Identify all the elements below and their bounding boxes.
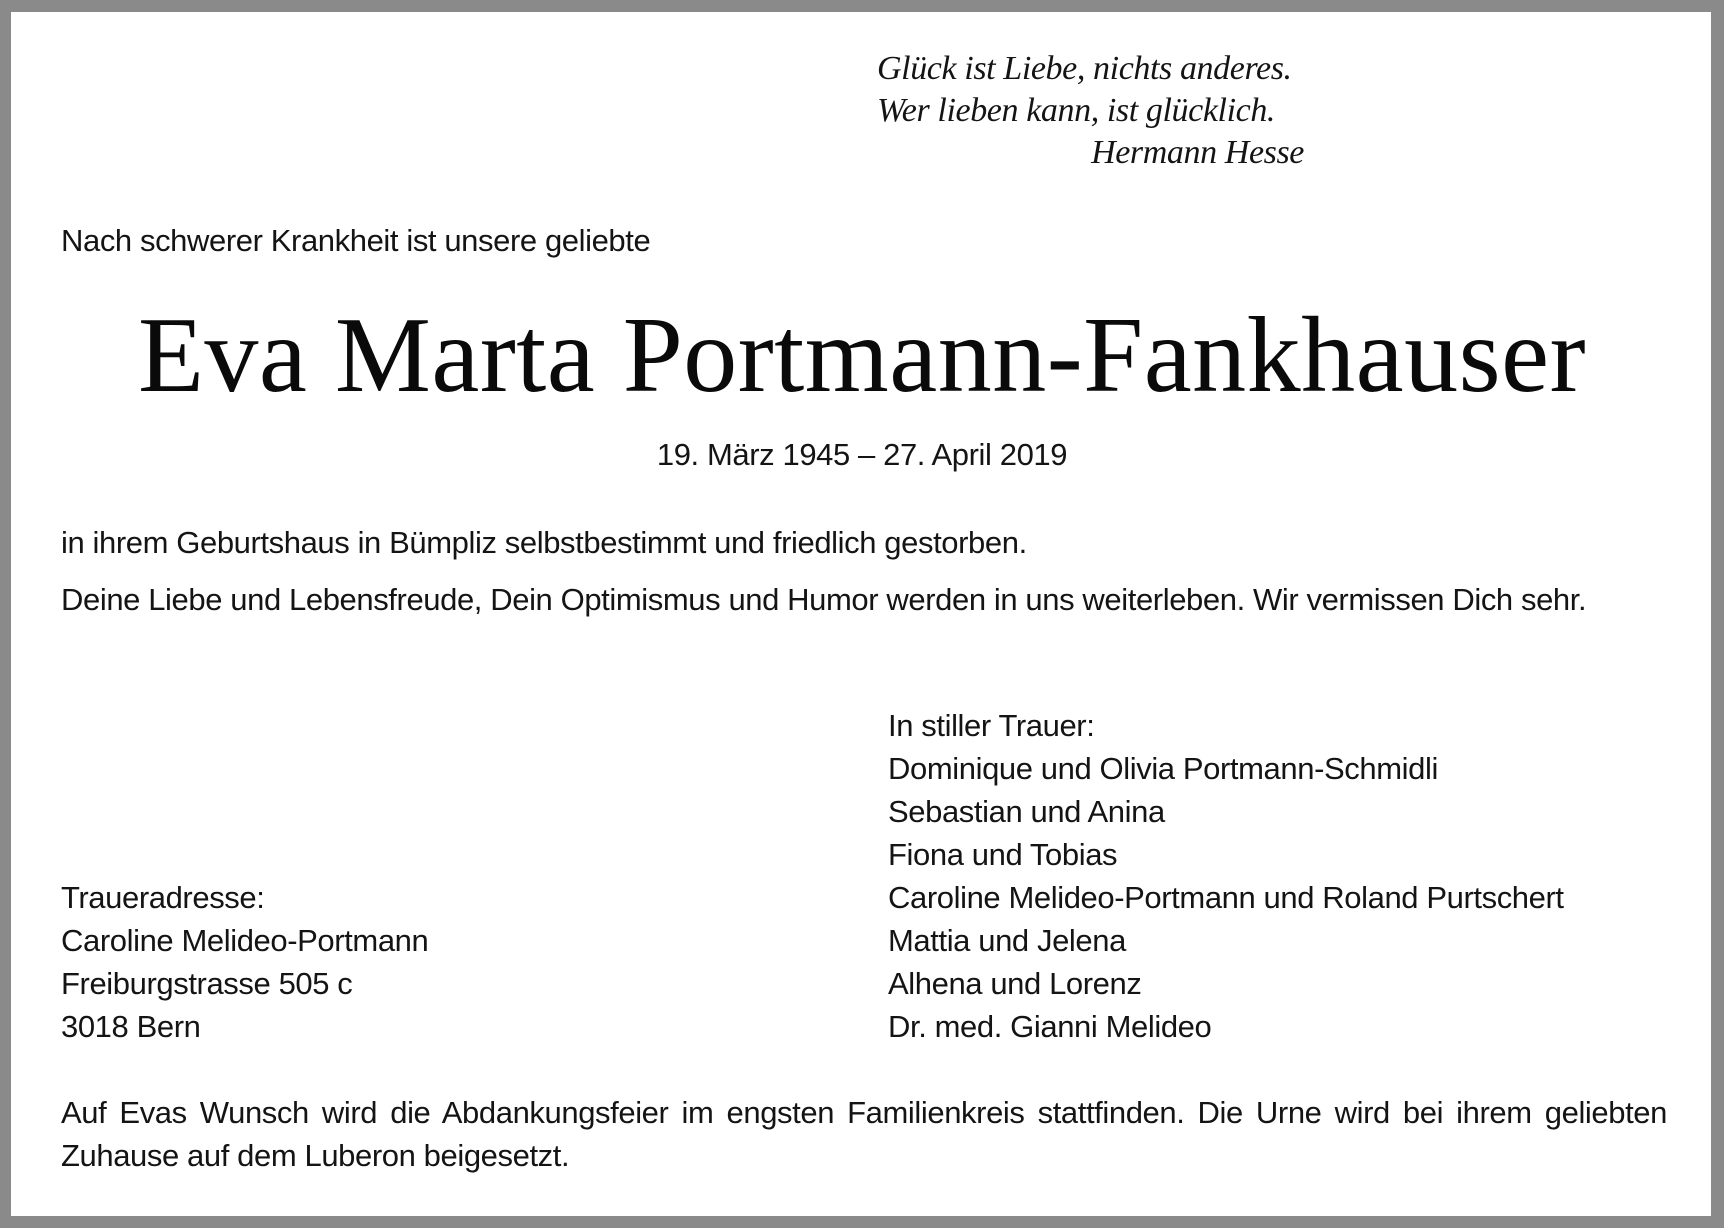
address-line: Freiburgstrasse 505 c [61, 966, 353, 1001]
mourner-name: Mattia und Jelena [888, 923, 1126, 958]
intro-text: Nach schwerer Krankheit ist unsere geliebte [61, 223, 651, 258]
mourners-list [888, 704, 1564, 1048]
mourner-name: Caroline Melideo-Portmann und Roland Purtschert [888, 880, 1564, 915]
mourner-name: Alhena und Lorenz [888, 966, 1142, 1001]
mourning-address [61, 876, 428, 1048]
mourner-name: Dr. med. Gianni Melideo [888, 1009, 1212, 1044]
quote-author: Hermann Hesse [1091, 134, 1304, 171]
body-line-1: in ihrem Geburtshaus in Bümpliz selbstbestimmt und friedlich gestorben. [61, 525, 1027, 560]
quote-line: Wer lieben kann, ist glücklich. [877, 92, 1276, 129]
life-dates: 19. März 1945 – 27. April 2019 [656, 437, 1068, 472]
hesse-quote [877, 48, 1307, 174]
body-line-2: Deine Liebe und Lebensfreude, Dein Optimismus und Humor werden in uns weiterleben. Wir vermissen Dich sehr. [61, 582, 1587, 617]
quote-line: Glück ist Liebe, nichts anderes. [877, 50, 1292, 87]
mourner-name: Fiona und Tobias [888, 837, 1118, 872]
address-label: Traueradresse: [61, 880, 265, 915]
mourner-name: Sebastian und Anina [888, 794, 1165, 829]
mourner-name: Dominique und Olivia Portmann-Schmidli [888, 751, 1438, 786]
deceased-name: Eva Marta Portmann-Fankhauser [137, 296, 1587, 415]
address-line: 3018 Bern [61, 1009, 201, 1044]
mourners-heading: In stiller Trauer: [888, 708, 1095, 743]
closing-text: Auf Evas Wunsch wird die Abdankungsfeier im engsten Familienkreis stattfinden. Die Urne wird bei ihrem geliebten Zuhause auf dem Luberon beigesetzt. [61, 1095, 1667, 1173]
address-line: Caroline Melideo-Portmann [61, 923, 429, 958]
